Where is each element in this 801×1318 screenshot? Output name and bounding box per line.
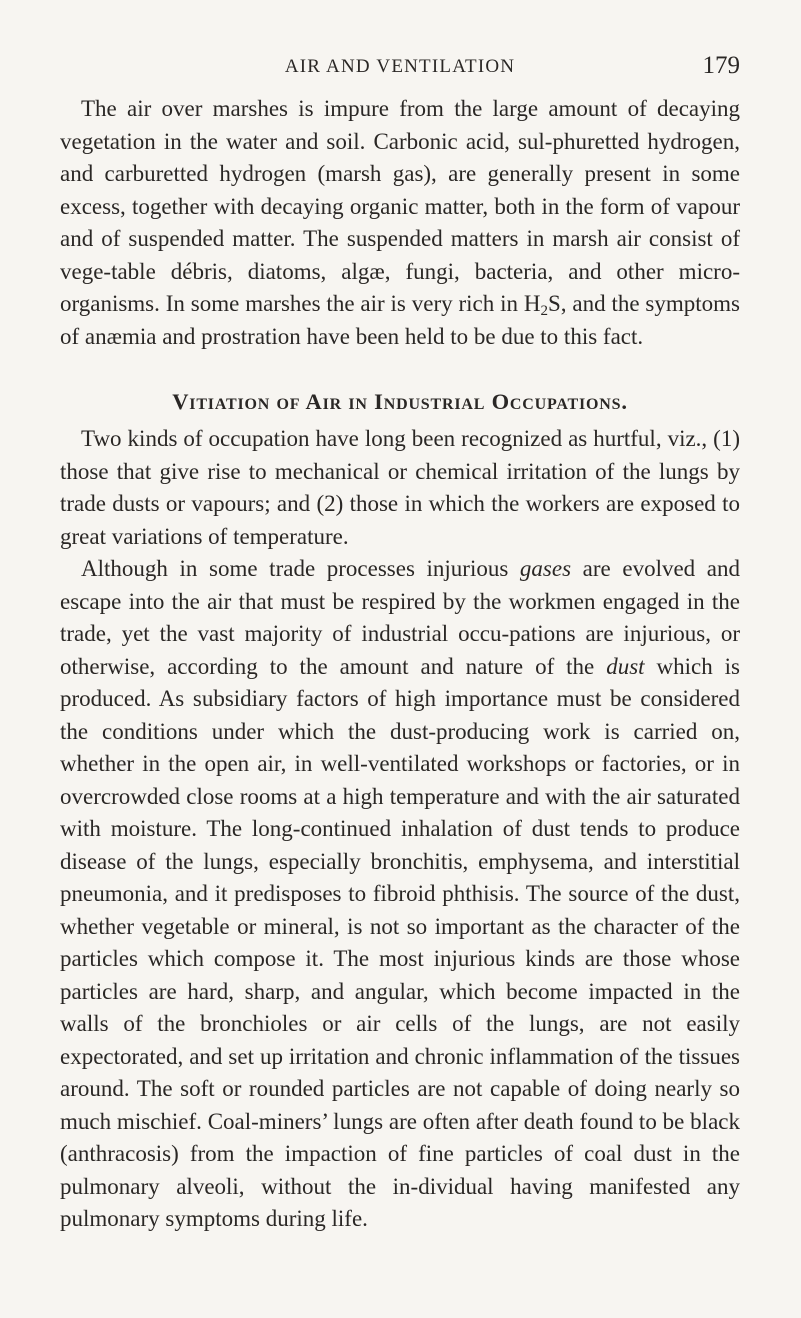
paragraph-text: S, and the symptoms of anæmia and prostration have been held to be due to this fact. (60, 291, 740, 349)
page-number: 179 (702, 52, 740, 79)
emphasis-gases: gases (519, 556, 572, 581)
paragraph-occupations: Two kinds of occupation have long been recognized as hurtful, viz., (1) those that give rise to mechanical or chemical irritation of the lungs by trade dusts or vapours; and (2) those in which the workers are exposed to great variations of temperature. (60, 426, 740, 549)
emphasis-dust: dust (606, 653, 645, 679)
paragraph-text: The air over marshes is impure from the large amount of decaying vegetation in the water and soil. Carbonic acid, sul-phuretted hydrogen, and carburetted hydrogen (marsh gas), are generally present in some excess, together with decaying organic matter, both in the form of vapour and of suspended matter. The suspended matters in marsh air consist of vege-table débris, diatoms, algæ, fungi, bacteria, and other micro-organisms. In some marshes the air is very rich in H (60, 96, 740, 316)
paragraph-marsh-air (60, 93, 740, 353)
paragraph-dust (60, 553, 740, 1236)
subscript-two: 2 (540, 303, 548, 319)
paragraph-text: which is produced. As subsidiary factors of high importance must be considered the conditions under which the dust-producing work is carried on, whether in the open air, in well-ventilated workshops or factories, or in overcrowded close rooms at a high temperature and with the air saturated with moisture. The long-continued inhalation of dust tends to produce disease of the lungs, especially bronchitis, emphysema, and interstitial pneumonia, and it predisposes to fibroid phthisis. The source of the dust, whether vegetable or mineral, is not so important as the character of the particles which compose it. The most injurious kinds are those whose particles are hard, sharp, and angular, which become impacted in the walls of the bronchioles or air cells of the lungs, are not easily expectorated, and set up irritation and chronic inflammation of the tissues around. The soft or rounded particles are not capable of doing nearly so much mischief. Coal-miners’ lungs are often after death found to be black (anthracosis) from the impaction of fine particles of coal dust in the pulmonary alveoli, without the in-dividual having manifested any pulmonary symptoms during life. (60, 653, 740, 1231)
section-heading: Vitiation of Air in Industrial Occupations. (172, 389, 628, 414)
paragraph-text: are evolved and escape into the air that must be respired by the workmen engaged in the trade, yet the vast majority of industrial occu-pations are injurious, or otherwise, according to the amount and nature of the (60, 556, 740, 679)
paragraph-text: Although in some trade processes injurious (81, 556, 520, 581)
body-text (60, 93, 740, 1236)
running-title: AIR AND VENTILATION (284, 56, 516, 77)
running-head (60, 52, 740, 86)
